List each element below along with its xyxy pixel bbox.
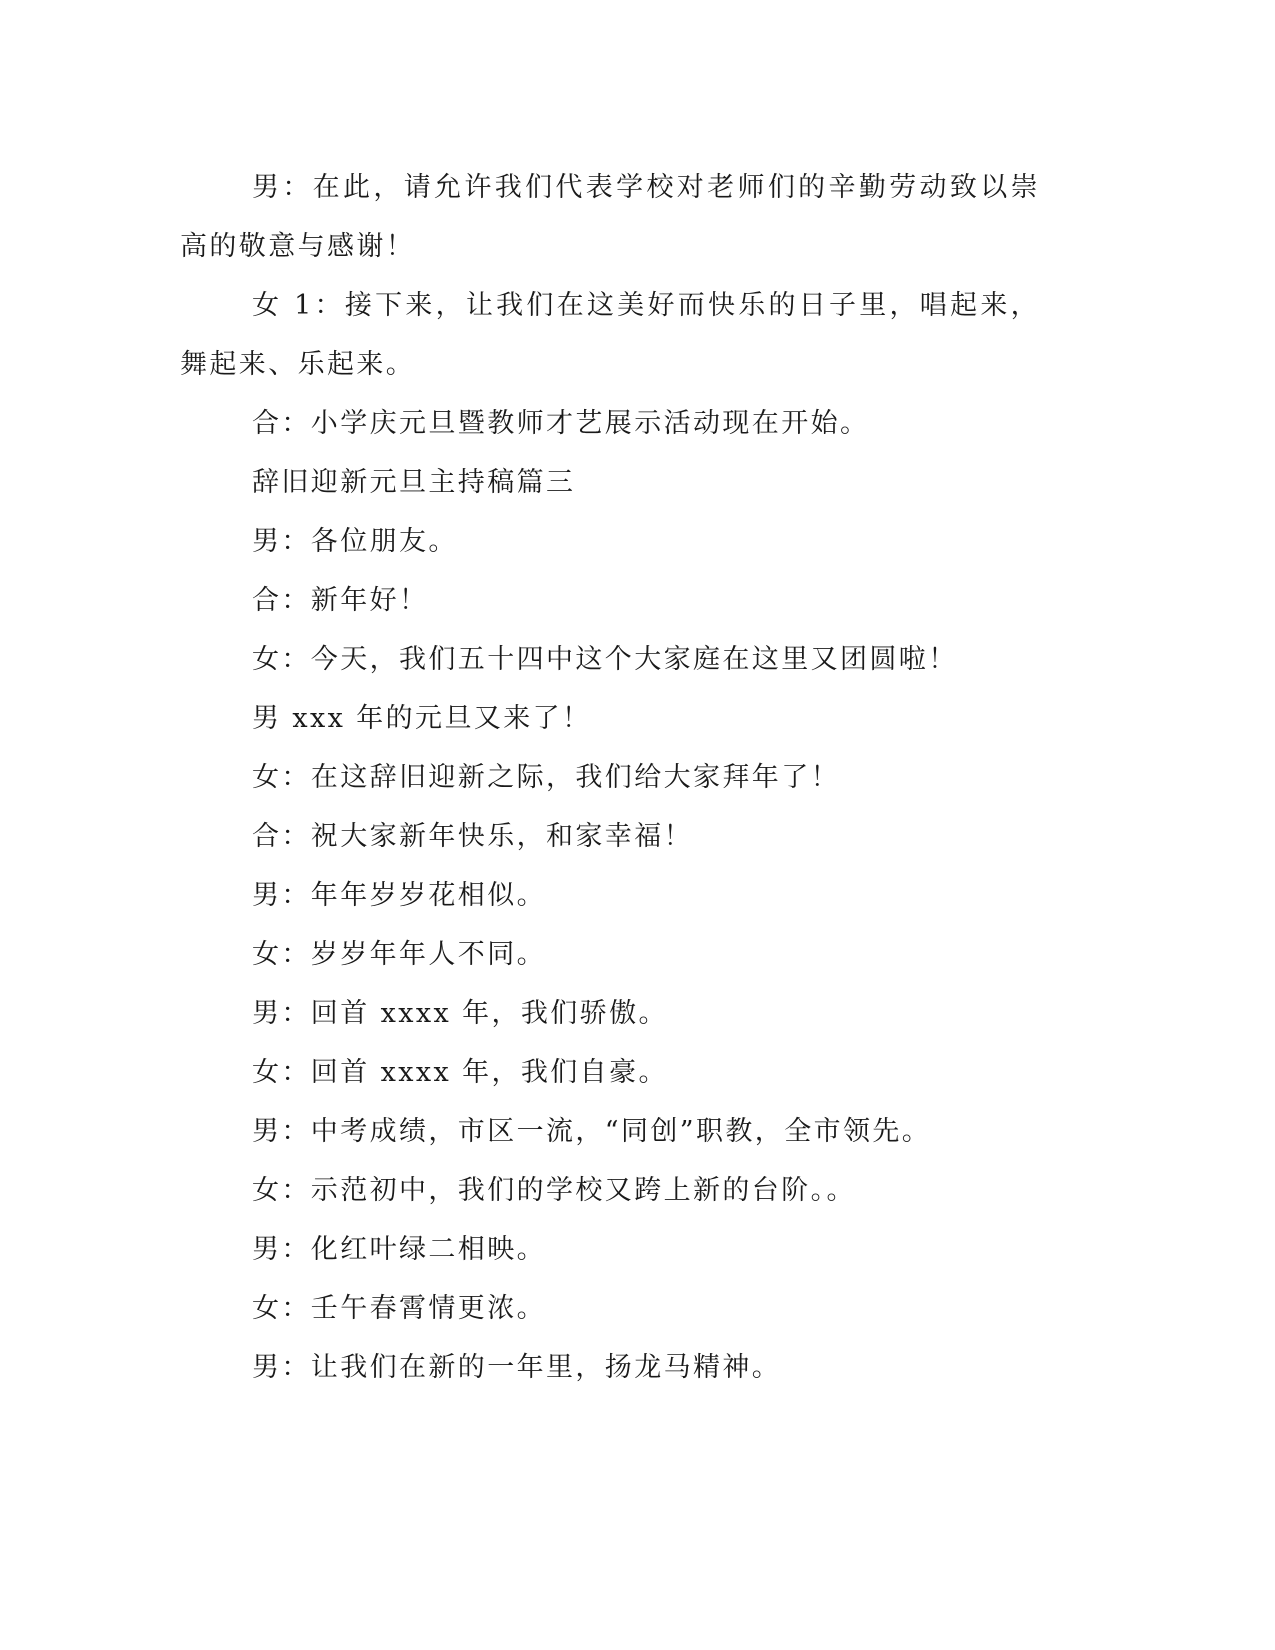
paragraph: 合：新年好！: [252, 585, 429, 616]
paragraph: 女：岁岁年年人不同。: [252, 939, 546, 970]
paragraph: 女：示范初中，我们的学校又跨上新的台阶。。: [252, 1175, 856, 1206]
section-heading: 辞旧迎新元旦主持稿篇三: [252, 467, 576, 498]
document-body: [180, 158, 1040, 1397]
paragraph: 男：各位朋友。: [252, 526, 458, 557]
paragraph: 合：祝大家新年快乐，和家幸福！: [252, 821, 693, 852]
paragraph: 女 1：接下来，让我们在这美好而快乐的日子里，唱起来，舞起来、乐起来。: [180, 290, 1040, 380]
paragraph: 合：小学庆元旦暨教师才艺展示活动现在开始。: [252, 408, 870, 439]
paragraph: 男：回首 xxxx 年，我们骄傲。: [252, 998, 668, 1029]
paragraph: 女：今天，我们五十四中这个大家庭在这里又团圆啦！: [252, 644, 958, 675]
paragraph: 男：在此，请允许我们代表学校对老师们的辛勤劳动致以崇高的敬意与感谢！: [180, 172, 1040, 262]
paragraph: 女：壬午春霄情更浓。: [252, 1293, 546, 1324]
paragraph: 女：回首 xxxx 年，我们自豪。: [252, 1057, 668, 1088]
paragraph: 男：让我们在新的一年里，扬龙马精神。: [252, 1352, 782, 1383]
paragraph: 男：化红叶绿二相映。: [252, 1234, 546, 1265]
paragraph: 男：年年岁岁花相似。: [252, 880, 546, 911]
paragraph: 男 xxx 年的元旦又来了！: [252, 703, 592, 734]
paragraph: 女：在这辞旧迎新之际，我们给大家拜年了！: [252, 762, 840, 793]
paragraph: 男：中考成绩，市区一流，“同创”职教，全市领先。: [252, 1116, 932, 1147]
